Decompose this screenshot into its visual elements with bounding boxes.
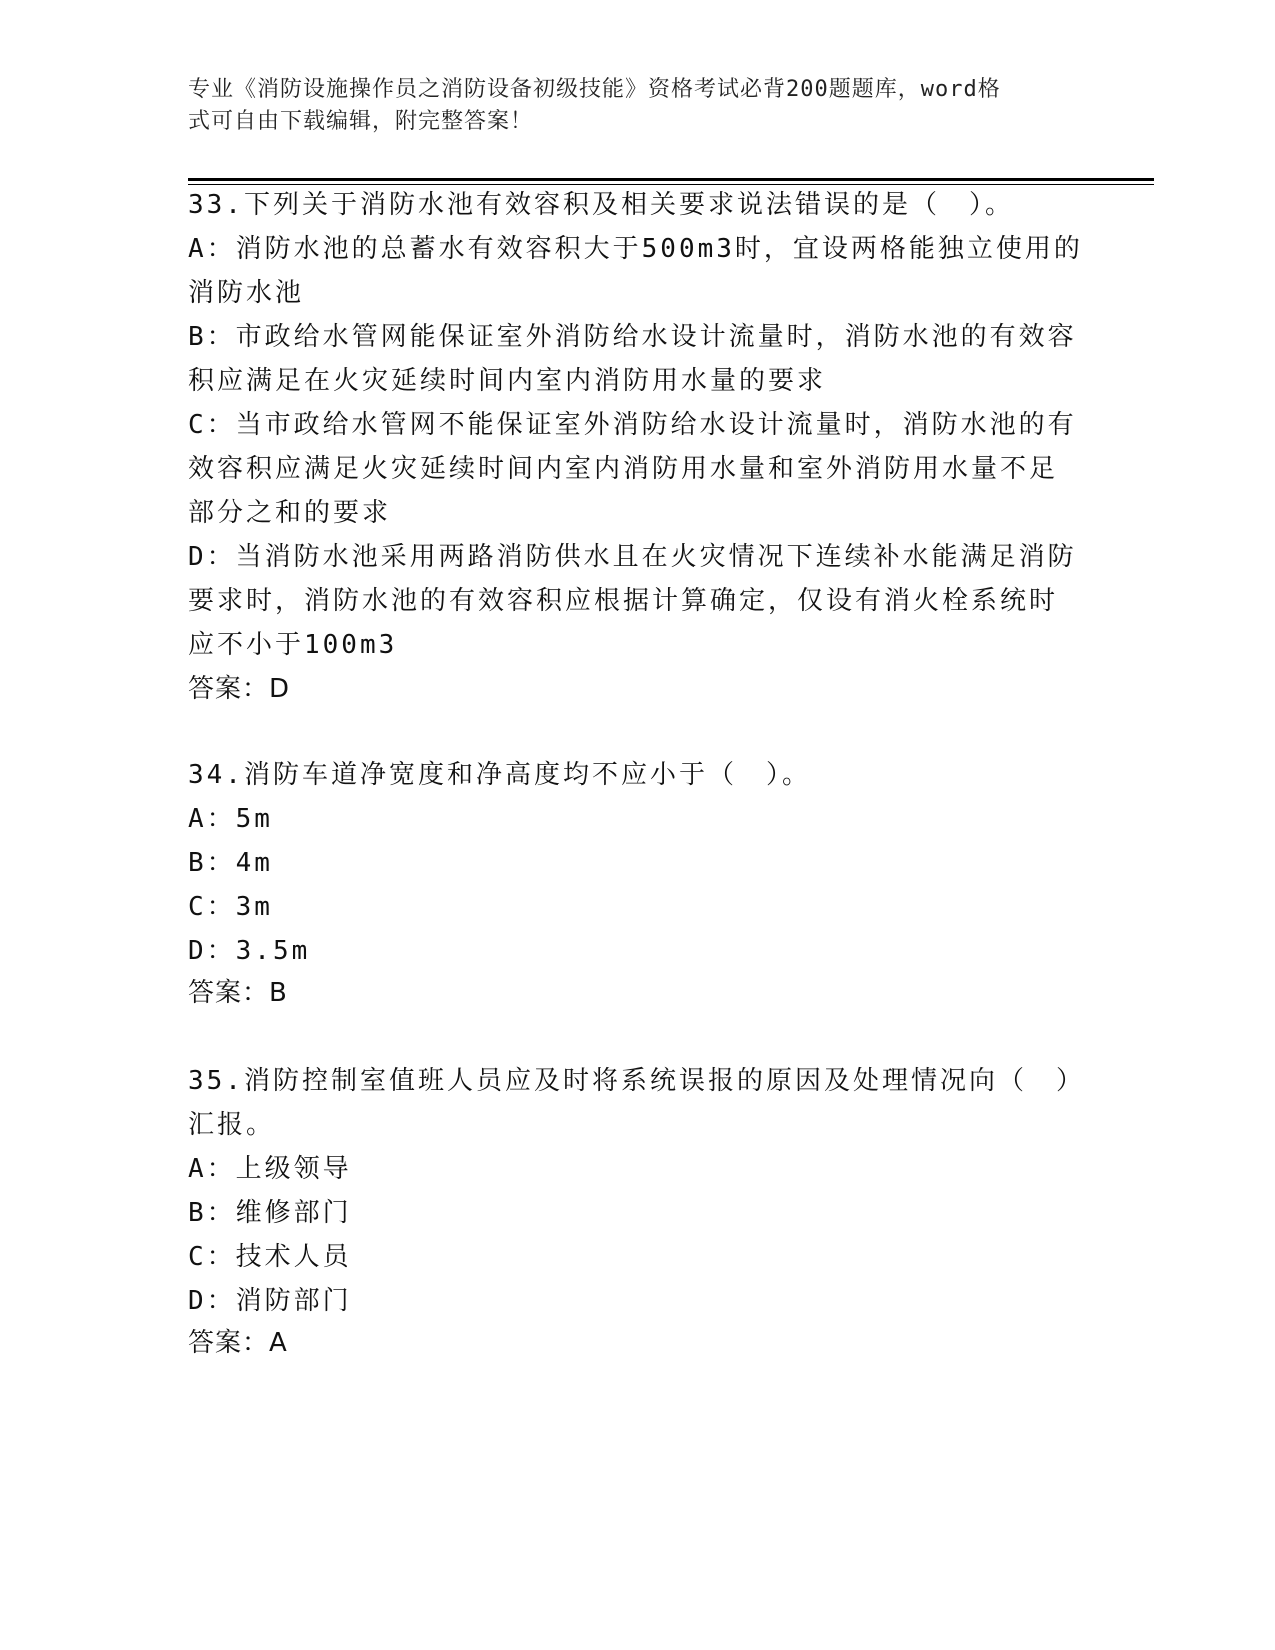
question-35-option-d: D：消防部门 [188, 1286, 352, 1316]
question-33-stem: 33.下列关于消防水池有效容积及相关要求说法错误的是（ ）。 [188, 190, 1014, 220]
header-line-2: 式可自由下载编辑，附完整答案！ [188, 109, 534, 134]
header-line-1: 专业《消防设施操作员之消防设备初级技能》资格考试必背200题题库，word格 [188, 77, 1001, 102]
question-33-option-c-line-2: 效容积应满足火灾延续时间内室内消防用水量和室外消防用水量不足 [188, 454, 1059, 484]
question-33-option-d-line-3: 应不小于100m3 [188, 630, 398, 660]
question-33-option-a-line-1: A：消防水池的总蓄水有效容积大于500m3时，宜设两格能独立使用的 [188, 234, 1083, 264]
question-33-option-b-line-2: 积应满足在火灾延续时间内室内消防用水量的要求 [188, 366, 827, 396]
question-33-option-d-line-1: D：当消防水池采用两路消防供水且在火灾情况下连续补水能满足消防 [188, 542, 1077, 572]
question-33-option-a-line-2: 消防水池 [188, 278, 305, 308]
question-33-option-c-line-1: C：当市政给水管网不能保证室外消防给水设计流量时，消防水池的有 [188, 410, 1077, 440]
question-34-option-a: A：5m [188, 804, 273, 834]
question-34-option-c: C：3m [188, 892, 273, 922]
question-35-option-a: A：上级领导 [188, 1154, 352, 1184]
question-33-option-b-line-1: B：市政给水管网能保证室外消防给水设计流量时，消防水池的有效容 [188, 322, 1077, 352]
question-35-answer: 答案：A [188, 1328, 288, 1358]
document-header [188, 74, 1068, 138]
question-35-stem-line-2: 汇报。 [188, 1110, 276, 1140]
question-34-option-d: D：3.5m [188, 936, 311, 966]
question-35-option-c: C：技术人员 [188, 1242, 352, 1272]
header-divider-thin [188, 184, 1154, 185]
question-33-option-c-line-3: 部分之和的要求 [188, 498, 392, 528]
question-35-option-b: B：维修部门 [188, 1198, 352, 1228]
question-33-answer: 答案：D [188, 674, 291, 704]
question-33-option-d-line-2: 要求时，消防水池的有效容积应根据计算确定，仅设有消火栓系统时 [188, 586, 1059, 616]
question-34-answer: 答案：B [188, 978, 288, 1008]
question-35-stem-line-1: 35.消防控制室值班人员应及时将系统误报的原因及处理情况向（ ） [188, 1066, 1085, 1096]
header-divider-thick [188, 178, 1154, 181]
question-34-option-b: B：4m [188, 848, 273, 878]
question-34-stem: 34.消防车道净宽度和净高度均不应小于（ ）。 [188, 760, 811, 790]
